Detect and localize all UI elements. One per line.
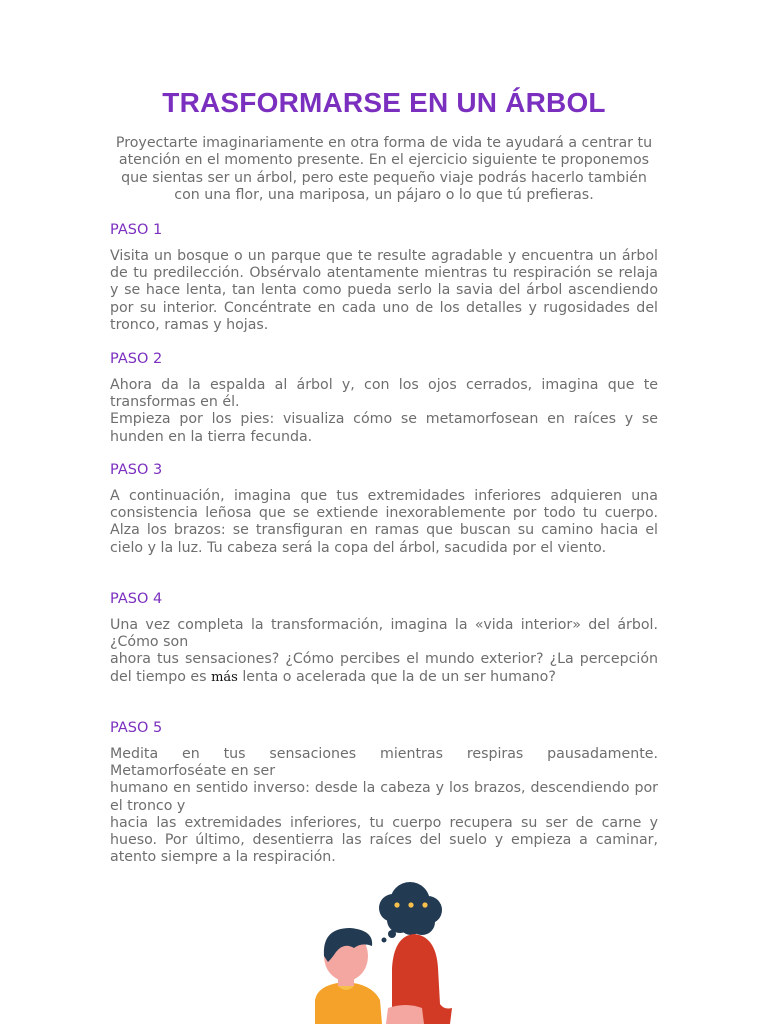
step-4-line: Una vez completa la transformación, imagina la «vida interior» del árbol. ¿Cómo son: [110, 617, 658, 651]
step-2-line: Empieza por los pies: visualiza cómo se metamorfosean en raíces y se hunden en la tierra fecunda.: [110, 411, 658, 445]
step-4-text-before: ahora tus sensaciones? ¿Cómo percibes el mundo exterior? ¿La percepción del tiempo es: [110, 651, 658, 685]
step-5-line: hacia las extremidades inferiores, tu cuerpo recupera su ser de carne y hueso. Por último, desentierra las raíces del suelo y empieza a caminar, atento siempre a la respiración.: [110, 814, 658, 866]
step-4-title: PASO 4: [110, 591, 163, 607]
step-5-text: [110, 746, 658, 866]
step-2-title: PASO 2: [110, 351, 163, 367]
person-left-icon: [315, 928, 382, 1024]
step-3-line: A continuación, imagina que tus extremidades inferiores adquieren una consistencia leñosa que se extiende inexorablemente por todo tu cuerpo. Alza los brazos: se transfiguran en ramas que buscan su camino hacia el cielo y la luz. Tu cabeza será la copa del árbol, sacudida por el viento.: [110, 488, 658, 556]
page-title: TRASFORMARSE EN UN ÁRBOL: [162, 87, 606, 118]
two-people-thinking-icon: [310, 876, 460, 1024]
step-2-line: Ahora da la espalda al árbol y, con los ojos cerrados, imagina que te transformas en él.: [110, 377, 658, 411]
person-right-icon: [386, 934, 452, 1024]
step-4-line: [110, 651, 658, 685]
step-5-title: PASO 5: [110, 720, 163, 736]
step-3-title: PASO 3: [110, 462, 163, 478]
step-5-line: humano en sentido inverso: desde la cabeza y los brazos, descendiendo por el tronco y: [110, 780, 658, 814]
intro-paragraph: Proyectarte imaginariamente en otra forma de vida te ayudará a centrar tu atención en el momento presente. En el ejercicio siguiente te proponemos que sientas ser un árbol, pero este pequeño viaje podrás hacerlo también con una flor, una mariposa, un pájaro o lo que tú prefieras.: [115, 135, 653, 203]
step-4-text-after: lenta o acelerada que la de un ser humano?: [237, 668, 556, 685]
step-1-line: Visita un bosque o un parque que te resulte agradable y encuentra un árbol de tu predilección. Obsérvalo atentamente mientras tu respiración se relaja y se hace lenta, tan lenta como pueda serlo la savia del árbol ascendiendo por su interior. Concéntrate en cada uno de los detalles y rugosidades del tronco, ramas y hojas.: [110, 248, 658, 333]
emphasis-word: más: [211, 669, 238, 685]
thought-bubble-icon: [379, 882, 442, 943]
step-3-text: [110, 488, 658, 557]
step-5-line: Medita en tus sensaciones mientras respiras pausadamente. Metamorfoséate en ser: [110, 746, 658, 780]
step-4-text: [110, 617, 658, 686]
step-2-text: [110, 377, 658, 446]
step-1-title: PASO 1: [110, 222, 163, 238]
step-1-text: [110, 248, 658, 334]
